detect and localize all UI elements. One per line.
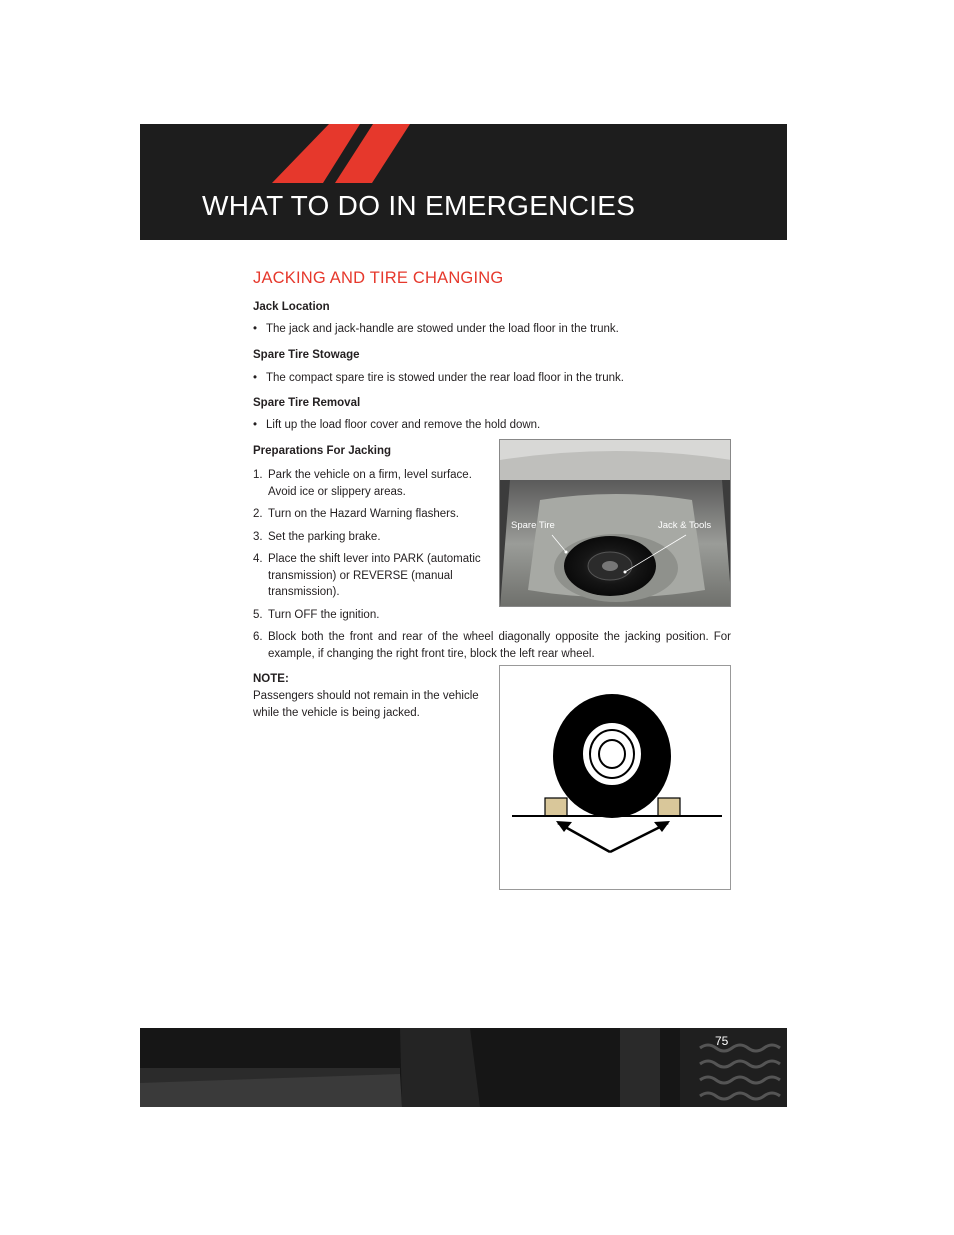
- header-band: [140, 124, 787, 240]
- note-title: NOTE:: [253, 673, 289, 685]
- step-text: Turn OFF the ignition.: [268, 609, 380, 621]
- spare-tire-label: Spare Tire: [511, 520, 555, 531]
- step-text: Place the shift lever into PARK (automatic transmission) or REVERSE (manual transmission).: [268, 553, 481, 598]
- step-text: Block both the front and rear of the wheel diagonally opposite the jacking position. For example, if changing the right front tire, block the left rear wheel.: [268, 631, 731, 660]
- preparations-title: Preparations For Jacking: [253, 445, 392, 457]
- wheel-block-diagram: [499, 665, 731, 890]
- footer-photo-strip: [140, 1028, 787, 1107]
- step-number: 1.: [253, 469, 263, 481]
- step-text: Turn on the Hazard Warning flashers.: [268, 508, 459, 520]
- page-number: 75: [715, 1034, 729, 1048]
- step-number: 6.: [253, 631, 263, 643]
- section-title: WHAT TO DO IN EMERGENCIES: [202, 190, 636, 221]
- bullet-text: Lift up the load floor cover and remove the hold down.: [266, 419, 541, 431]
- jack-tools-label: Jack & Tools: [658, 520, 712, 531]
- step-number: 3.: [253, 531, 263, 543]
- footer-band: [140, 1028, 787, 1107]
- bullet-text: The jack and jack-handle are stowed under the load floor in the trunk.: [266, 323, 619, 335]
- bullet-text: The compact spare tire is stowed under the rear load floor in the trunk.: [266, 372, 624, 384]
- page-heading: JACKING AND TIRE CHANGING: [253, 269, 504, 287]
- bullet-icon: •: [253, 323, 258, 335]
- spare-stowage-title: Spare Tire Stowage: [253, 349, 360, 361]
- step-number: 5.: [253, 609, 263, 621]
- trunk-photo: [499, 439, 731, 607]
- tire-blocking-illustration: [500, 666, 730, 889]
- brand-stripes-icon: [140, 124, 787, 240]
- note-text: Passengers should not remain in the vehicle while the vehicle is being jacked.: [253, 690, 479, 719]
- step-number: 2.: [253, 508, 263, 520]
- bullet-icon: •: [253, 419, 258, 431]
- spare-removal-title: Spare Tire Removal: [253, 397, 361, 409]
- step-number: 4.: [253, 553, 263, 565]
- bullet-icon: •: [253, 372, 258, 384]
- step-text: Set the parking brake.: [268, 531, 381, 543]
- jack-location-title: Jack Location: [253, 301, 330, 313]
- step-text: Park the vehicle on a firm, level surface. Avoid ice or slippery areas.: [268, 469, 472, 498]
